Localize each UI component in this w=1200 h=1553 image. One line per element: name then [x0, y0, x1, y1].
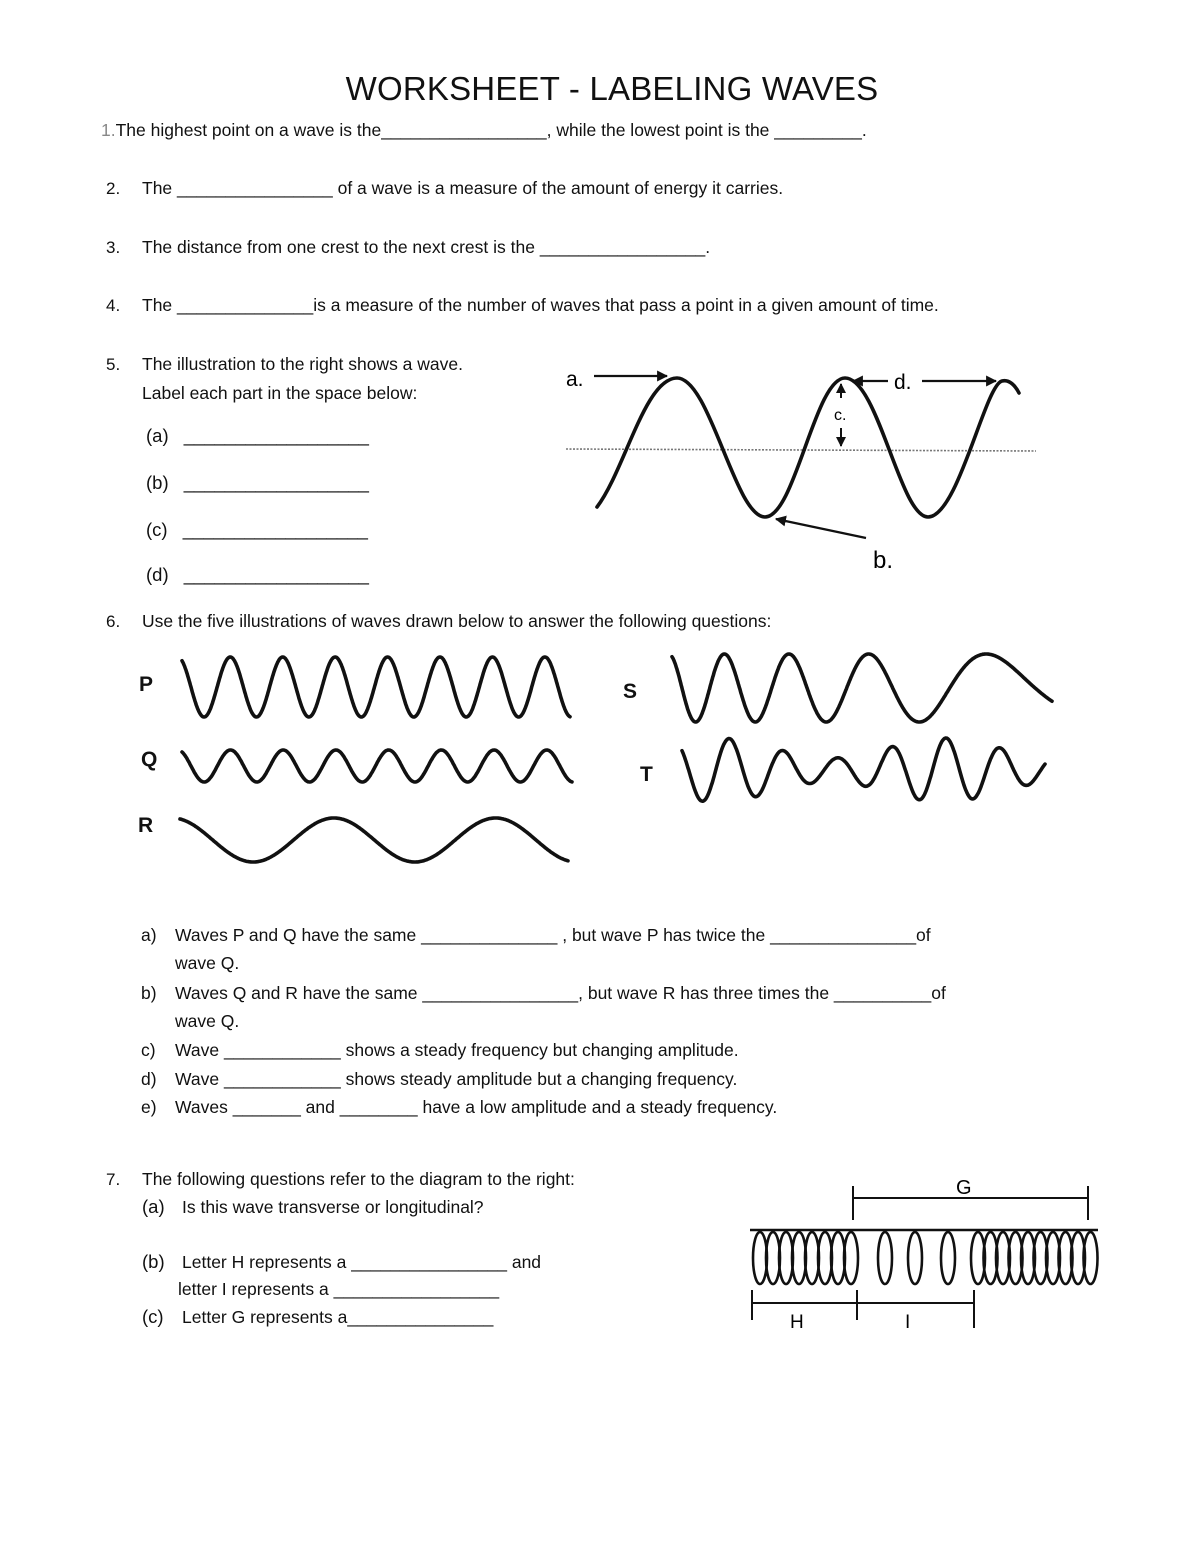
five-waves-illustration — [170, 640, 1070, 880]
label-a: a. — [566, 368, 584, 391]
wave-curve — [597, 378, 1019, 517]
wave-r — [180, 818, 568, 862]
question-number: 6. — [106, 612, 121, 631]
q7-part-a-label: (a) — [142, 1196, 165, 1217]
answer-row-c — [146, 519, 368, 541]
question-7-text: The following questions refer to the diagram to the right: — [142, 1169, 575, 1189]
wave-q — [182, 750, 572, 782]
q7-part-b-line1: Letter H represents a ________________ and — [182, 1252, 542, 1272]
wave-p — [182, 657, 570, 717]
part-c-label: c) — [141, 1040, 156, 1060]
wave-label-s: S — [623, 680, 638, 703]
q7-part-c-text: Letter G represents a_______________ — [182, 1307, 494, 1327]
part-d-label: d) — [141, 1069, 157, 1089]
part-a-line1: Waves P and Q have the same ______________ , but wave P has twice the _______________of — [175, 925, 931, 945]
part-b-line1: Waves Q and R have the same ________________, but wave R has three times the __________of — [175, 983, 946, 1003]
question-number: 5. — [106, 355, 121, 374]
question-number: 7. — [106, 1170, 121, 1189]
question-number: 3. — [106, 238, 121, 257]
question-number: 1. — [101, 120, 116, 140]
part-e-line1: Waves _______ and ________ have a low amplitude and a steady frequency. — [175, 1097, 778, 1117]
part-b-line2: wave Q. — [175, 1011, 240, 1031]
answer-label: (a) — [146, 425, 169, 446]
labeled-wave-diagram — [555, 355, 1055, 580]
question-5-line2: Label each part in the space below: — [142, 383, 418, 403]
label-i: I — [905, 1312, 911, 1333]
question-3-text: The distance from one crest to the next crest is the _________________. — [142, 237, 711, 257]
q7-part-c-label: (c) — [142, 1306, 164, 1327]
wave-label-r: R — [138, 814, 154, 837]
spring-coil — [941, 1232, 955, 1284]
page-title: WORKSHEET - LABELING WAVES — [345, 70, 879, 107]
part-c-line1: Wave ____________ shows a steady frequency but changing amplitude. — [175, 1040, 739, 1060]
question-6-text: Use the five illustrations of waves drawn below to answer the following questions: — [142, 611, 772, 631]
q7-part-a-text: Is this wave transverse or longitudinal? — [182, 1197, 484, 1217]
part-d-line1: Wave ____________ shows steady amplitude but a changing frequency. — [175, 1069, 738, 1089]
wave-t — [682, 738, 1045, 801]
question-text: The highest point on a wave is the_________________, while the lowest point is the _________. — [115, 120, 867, 140]
wave-label-p: P — [139, 673, 154, 696]
answer-row-b — [146, 472, 369, 494]
part-b-label: b) — [141, 983, 157, 1003]
wave-s — [672, 654, 1052, 722]
longitudinal-wave-diagram — [740, 1165, 1110, 1335]
spring-coil — [878, 1232, 892, 1284]
equilibrium-line — [566, 449, 1036, 451]
question-2-text: The ________________ of a wave is a measure of the amount of energy it carries. — [142, 178, 784, 198]
question-number: 4. — [106, 296, 121, 315]
label-b: b. — [873, 547, 894, 574]
question-5-line1: The illustration to the right shows a wave. — [142, 354, 463, 374]
label-d: d. — [894, 371, 912, 394]
label-c: c. — [834, 407, 847, 424]
part-a-label: a) — [141, 925, 157, 945]
arrow-b — [776, 519, 866, 538]
question-1 — [101, 120, 867, 141]
answer-label: (d) — [146, 564, 169, 585]
wave-label-t: T — [640, 763, 653, 786]
answer-blank: __________________ — [183, 425, 369, 446]
answer-label: (c) — [146, 519, 168, 540]
question-number: 2. — [106, 179, 121, 198]
q7-part-b-label: (b) — [142, 1251, 165, 1272]
spring-coils — [753, 1232, 1098, 1284]
label-h: H — [790, 1312, 804, 1333]
part-e-label: e) — [141, 1097, 157, 1117]
answer-blank: __________________ — [183, 564, 369, 585]
answer-blank: __________________ — [182, 519, 368, 540]
answer-row-a — [146, 425, 369, 447]
q7-part-b-line2: letter I represents a _________________ — [178, 1279, 500, 1299]
spring-coil — [908, 1232, 922, 1284]
question-4-text: The ______________is a measure of the number of waves that pass a point in a given amount of time. — [142, 295, 939, 315]
answer-blank: __________________ — [183, 472, 369, 493]
wave-label-q: Q — [141, 748, 158, 771]
answer-row-d — [146, 564, 369, 586]
part-a-line2: wave Q. — [175, 953, 240, 973]
answer-label: (b) — [146, 472, 169, 493]
label-g: G — [956, 1177, 972, 1199]
